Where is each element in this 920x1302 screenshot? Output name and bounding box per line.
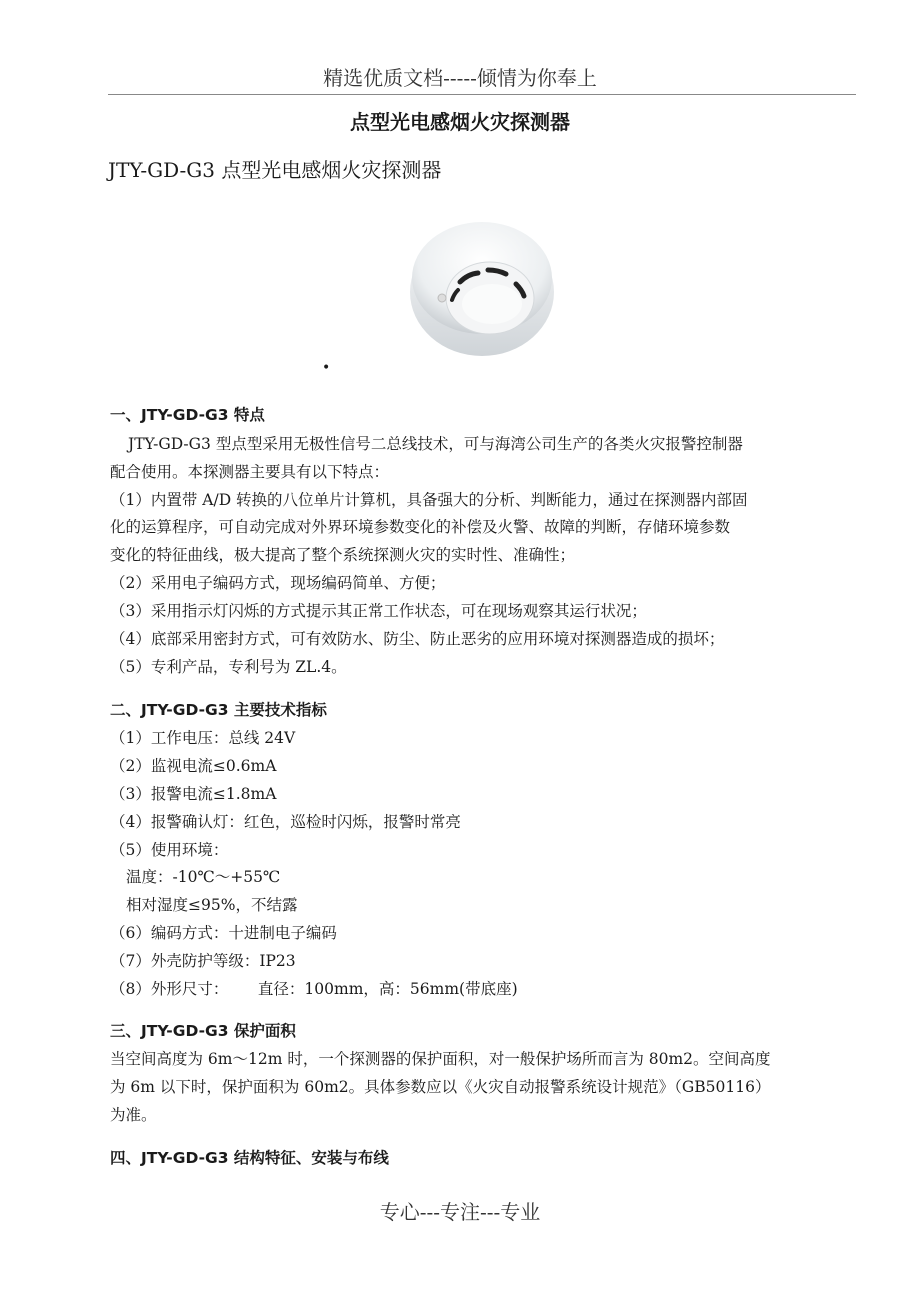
section-1-line: （1）内置带 A/D 转换的八位单片计算机，具备强大的分析、判断能力，通过在探测器内部固	[110, 491, 748, 509]
section-1-line: （2）采用电子编码方式，现场编码简单、方便；	[110, 574, 446, 592]
section-2-line: 温度：-10℃～+55℃	[126, 868, 281, 886]
product-subtitle: JTY-GD-G3 点型光电感烟火灾探测器	[108, 158, 442, 182]
header-rule	[108, 94, 856, 95]
section-3-heading: 三、JTY-GD-G3 保护面积	[110, 1022, 296, 1040]
section-2-heading: 二、JTY-GD-G3 主要技术指标	[110, 701, 327, 719]
section-2-line: （4）报警确认灯：红色，巡检时闪烁，报警时常亮	[110, 813, 461, 831]
section-2-line: （7）外壳防护等级：IP23	[110, 952, 296, 970]
section-3-line: 当空间高度为 6m～12m 时，一个探测器的保护面积，对一般保护场所而言为 80m2。空间高度	[110, 1050, 771, 1068]
section-2-line: （5）使用环境：	[110, 841, 229, 859]
section-1-heading: 一、JTY-GD-G3 特点	[110, 406, 265, 424]
section-1-line: JTY-GD-G3 型点型采用无极性信号二总线技术，可与海湾公司生产的各类火灾报警控制器	[128, 435, 743, 453]
section-3-line: 为准。	[110, 1106, 157, 1124]
section-2-line: （6）编码方式：十进制电子编码	[110, 924, 337, 942]
smoke-detector-photo	[408, 208, 556, 364]
section-1-line: 化的运算程序，可自动完成对外界环境参数变化的补偿及火警、故障的判断，存储环境参数	[110, 518, 731, 536]
section-1-line: 配合使用。本探测器主要具有以下特点：	[110, 463, 390, 481]
section-1-line: 变化的特征曲线，极大提高了整个系统探测火灾的实时性、准确性；	[110, 546, 576, 564]
section-2-line: 相对湿度≤95%，不结露	[126, 896, 298, 914]
section-2-line: （2）监视电流≤0.6mA	[110, 757, 277, 775]
section-2-line: （3）报警电流≤1.8mA	[110, 785, 277, 803]
section-1-line: （4）底部采用密封方式，可有效防水、防尘、防止恶劣的应用环境对探测器造成的损坏；	[110, 630, 725, 648]
section-2-line: （1）工作电压：总线 24V	[110, 729, 296, 747]
section-1-line: （3）采用指示灯闪烁的方式提示其正常工作状态，可在现场观察其运行状况；	[110, 602, 647, 620]
page-footer: 专心---专注---专业	[379, 1200, 541, 1224]
section-1-line: （5）专利产品，专利号为 ZL.4。	[110, 658, 347, 676]
document-title: 点型光电感烟火灾探测器	[350, 110, 570, 134]
section-3-line: 为 6m 以下时，保护面积为 60m2。具体参数应以《火灾自动报警系统设计规范》（GB50116）	[110, 1078, 771, 1096]
section-2-line: （8）外形尺寸： 直径：100mm，高：56mm(带底座)	[110, 980, 518, 998]
image-bullet: •	[322, 360, 331, 376]
section-4-heading: 四、JTY-GD-G3 结构特征、安装与布线	[110, 1149, 389, 1167]
page-header: 精选优质文档-----倾情为你奉上	[323, 66, 597, 90]
